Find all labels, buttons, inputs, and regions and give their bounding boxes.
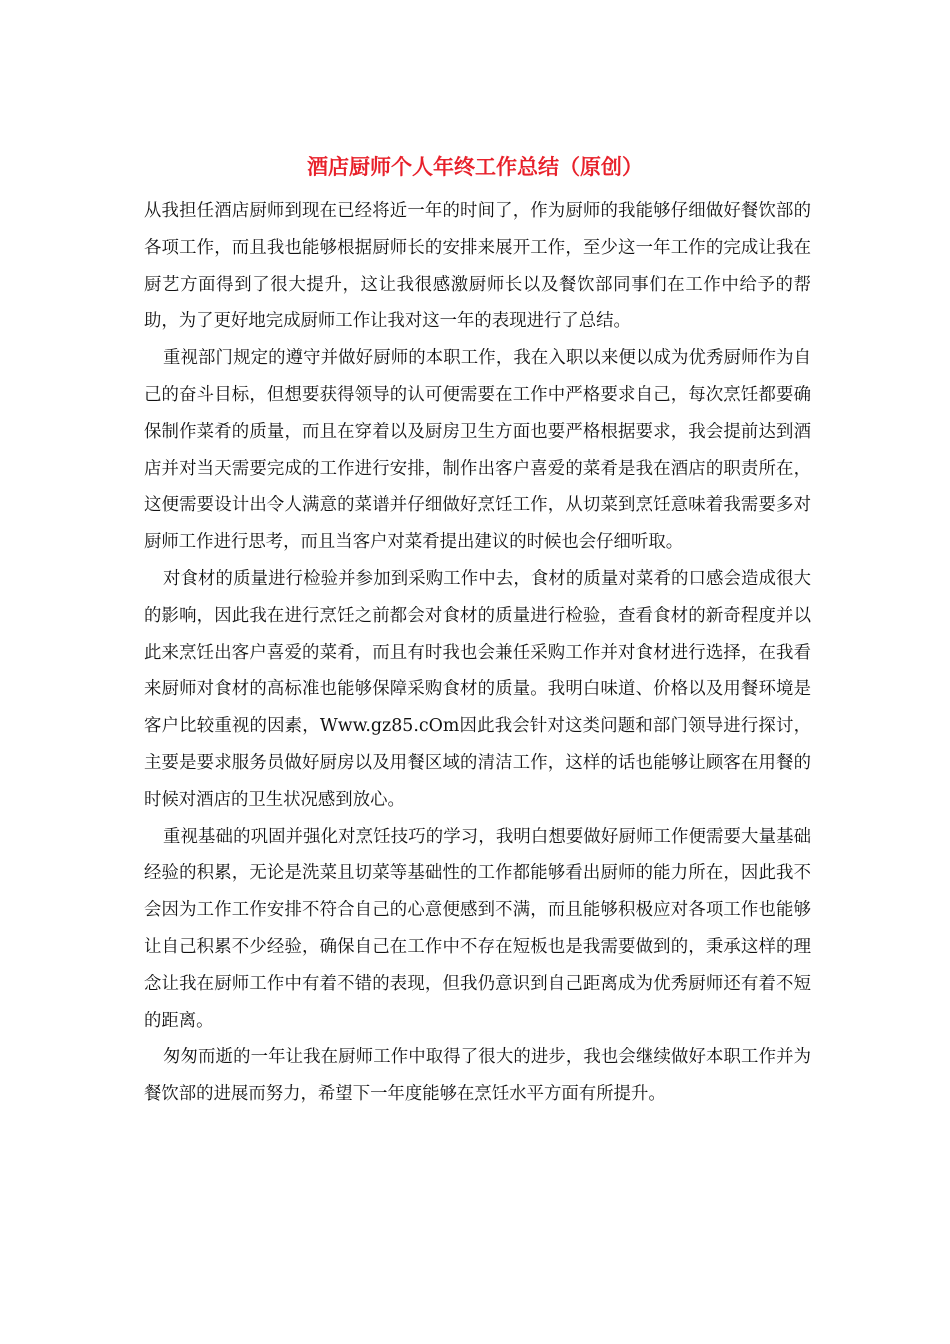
- paragraph-conclusion: 匆匆而逝的一年让我在厨师工作中取得了很大的进步，我也会继续做好本职工作并为餐饮部的进展而努力，希望下一年度能够在烹饪水平方面有所提升。: [144, 1047, 811, 1105]
- document-title: 酒店厨师个人年终工作总结（原创）: [307, 154, 643, 179]
- paragraph-ingredients: 对食材的质量进行检验并参加到采购工作中去，食材的质量对菜肴的口感会造成很大的影响，因此我在进行烹饪之前都会对食材的质量进行检验，查看食材的新奇程度并以此来烹饪出客户喜爱的菜肴，而且有时我也会兼任采购工作并对食材进行选择，在我看来厨师对食材的高标准也能够保障采购食材的质量。我明白味道、价格以及用餐环境是客户比较重视的因素，Www.gz85.cOm因此我会针对这类问题和部门领导进行探讨，主要是要求服务员做好厨房以及用餐区域的清洁工作，这样的话也能够让顾客在用餐的时候对酒店的卫生状况感到放心。: [144, 568, 811, 810]
- paragraph-duties: 重视部门规定的遵守并做好厨师的本职工作，我在入职以来便以成为优秀厨师作为自己的奋斗目标，但想要获得领导的认可便需要在工作中严格要求自己，每次烹饪都要确保制作菜肴的质量，而且在穿着以及厨房卫生方面也要严格根据要求，我会提前达到酒店并对当天需要完成的工作进行安排，制作出客户喜爱的菜肴是我在酒店的职责所在，这便需要设计出令人满意的菜谱并仔细做好烹饪工作，从切菜到烹饪意味着我需要多对厨师工作进行思考，而且当客户对菜肴提出建议的时候也会仔细听取。: [144, 348, 811, 553]
- document-body: [144, 193, 811, 1113]
- paragraph-fundamentals: 重视基础的巩固并强化对烹饪技巧的学习，我明白想要做好厨师工作便需要大量基础经验的积累，无论是洗菜且切菜等基础性的工作都能够看出厨师的能力所在，因此我不会因为工作工作安排不符合自己的心意便感到不满，而且能够积极应对各项工作也能够让自己积累不少经验，确保自己在工作中不存在短板也是我需要做到的，秉承这样的理念让我在厨师工作中有着不错的表现，但我仍意识到自己距离成为优秀厨师还有着不短的距离。: [144, 826, 811, 1031]
- paragraph-intro: 从我担任酒店厨师到现在已经将近一年的时间了，作为厨师的我能够仔细做好餐饮部的各项工作，而且我也能够根据厨师长的安排来展开工作，至少这一年工作的完成让我在厨艺方面得到了很大提升，这让我很感激厨师长以及餐饮部同事们在工作中给予的帮助，为了更好地完成厨师工作让我对这一年的表现进行了总结。: [144, 201, 811, 332]
